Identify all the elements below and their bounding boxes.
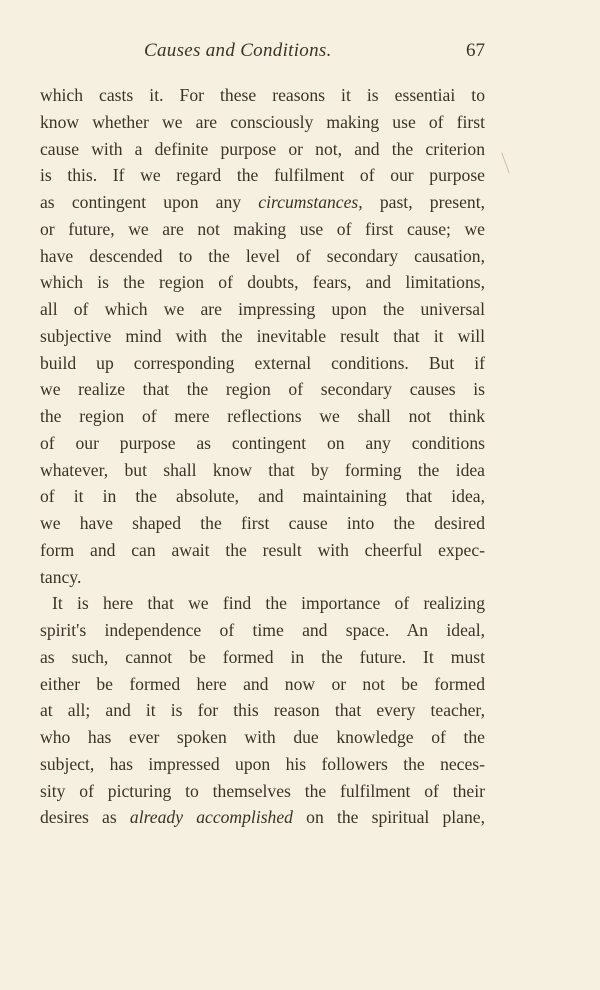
italic-text: already accomplished [129,807,293,828]
line-text: It is here that we find the importance of realizing [52,593,485,614]
line-text: which is the region of doubts, fears, and limitations, [40,272,485,293]
line-text: either be formed here and now or not be formed [40,673,485,694]
text-line [40,82,485,109]
text-line [40,697,485,724]
text-line [40,537,485,564]
page-number: 67 [466,40,485,61]
line-text: who has ever spoken with due knowledge of the [40,727,485,747]
text-line [40,590,485,617]
text-line [40,269,485,296]
text-line [40,778,485,805]
text-line [40,671,485,698]
text-line [40,564,485,591]
text-line [40,457,485,484]
line-text: at all; and it is for this reason that every teacher, [40,700,485,721]
line-text: we have shaped the first cause into the desired [40,513,485,533]
body-text [40,82,485,831]
text-line [40,403,485,430]
line-text: sity of picturing to themselves the fulfilment of their [40,780,485,801]
line-text: as such, cannot be formed in the future. It must [40,646,485,667]
line-text: past, present, [362,192,485,212]
text-line [40,350,485,377]
line-text: desires as [40,807,130,828]
line-text: on the spiritual plane, [292,807,485,828]
line-text: the region of mere reflections we shall not think [40,406,485,426]
line-text: all of which we are impressing upon the universal [40,299,485,319]
text-line [40,216,485,243]
text-line [40,430,485,457]
line-text: which casts it. For these reasons it is essentiai to [40,85,485,105]
line-text: build up corresponding external conditions. But if [40,352,485,373]
page-header [40,40,485,68]
text-line [40,724,485,751]
line-text: whatever, but shall know that by forming the idea [40,459,485,480]
line-text: we realize that the region of secondary causes is [40,379,485,400]
line-text: subject, has impressed upon his followers the neces- [40,753,485,774]
scan-mark [501,152,509,173]
line-text: subjective mind with the inevitable result that it will [40,325,485,346]
text-line [40,751,485,778]
line-text: cause with a definite purpose or not, and the criterion [40,138,485,159]
text-line [40,162,485,189]
text-line [40,323,485,350]
line-text: know whether we are consciously making use of first [40,111,485,132]
text-line [40,296,485,323]
text-line [40,644,485,671]
running-title: Causes and Conditions. [144,40,332,61]
line-text: of it in the absolute, and maintaining that idea, [40,486,485,507]
line-text: have descended to the level of secondary causation, [40,245,485,266]
text-line [40,483,485,510]
line-text: is this. If we regard the fulfilment of our purpose [40,165,485,186]
line-text: form and can await the result with cheerful expec- [40,539,485,560]
line-text: as contingent upon any [40,192,259,212]
text-line [40,109,485,136]
text-line [40,617,485,644]
text-line [40,376,485,403]
italic-text: circumstances, [258,192,363,212]
line-text: tancy. [40,566,82,587]
text-line [40,804,485,831]
line-text: spirit's independence of time and space. An ideal, [40,620,485,640]
text-line [40,136,485,163]
line-text: of our purpose as contingent on any conditions [40,432,485,453]
text-line [40,510,485,537]
text-line [40,189,485,216]
line-text: or future, we are not making use of first cause; we [40,218,485,239]
text-line [40,243,485,270]
